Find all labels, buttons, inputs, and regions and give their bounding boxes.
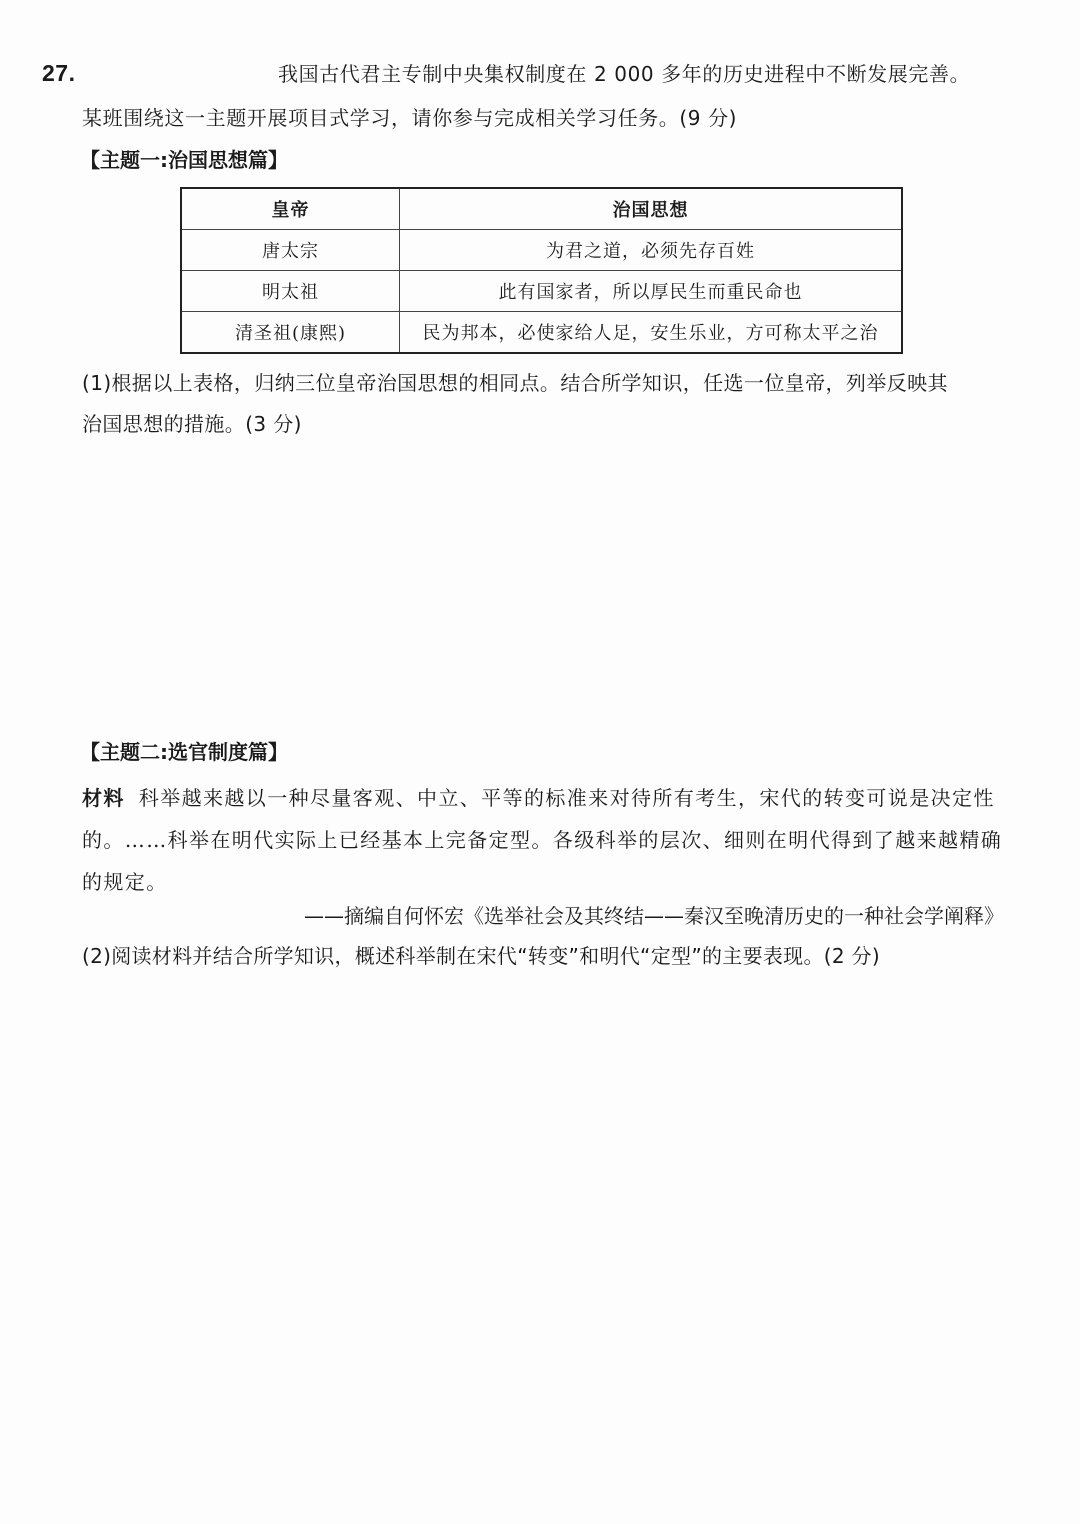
theme2-title: 【主题二:选官制度篇】 [80,740,288,764]
material-block [82,777,1007,903]
table-cell-emperor: 唐太宗 [181,230,400,271]
table-row [181,230,902,271]
table-cell-emperor: 清圣祖(康熙) [181,312,400,354]
table-header-thought: 治国思想 [400,188,903,230]
table-cell-emperor: 明太祖 [181,271,400,312]
question-intro-line1: 我国古代君主专制中央集权制度在 2 000 多年的历史进程中不断发展完善。 [278,62,971,86]
material-label: 材料 [82,786,125,810]
subquestion-1-line2: 治国思想的措施。(3 分) [82,412,302,436]
subquestion-1-line1: (1)根据以上表格，归纳三位皇帝治国思想的相同点。结合所学知识，任选一位皇帝，列举反映其 [82,371,948,395]
table-row [181,312,902,354]
governance-thought-table [180,187,903,354]
question-intro-line2: 某班围绕这一主题开展项目式学习，请你参与完成相关学习任务。(9 分) [82,106,738,130]
table-cell-thought: 为君之道，必须先存百姓 [400,230,903,271]
table-cell-thought: 此有国家者，所以厚民生而重民命也 [400,271,903,312]
question-number: 27. [42,60,76,86]
material-text: 科举越来越以一种尽量客观、中立、平等的标准来对待所有考生，宋代的转变可说是决定性的。……科举在明代实际上已经基本上完备定型。各级科举的层次、细则在明代得到了越来越精确的规定。 [82,786,1003,894]
subquestion-2: (2)阅读材料并结合所学知识，概述科举制在宋代“转变”和明代“定型”的主要表现。(2 分) [82,944,880,968]
table-header-emperor: 皇帝 [181,188,400,230]
table-header-row [181,188,902,230]
table-row [181,271,902,312]
material-source: ——摘编自何怀宏《选举社会及其终结——秦汉至晚清历史的一种社会学阐释》 [304,904,1004,928]
theme1-title: 【主题一:治国思想篇】 [80,148,288,172]
table-cell-thought: 民为邦本，必使家给人足，安生乐业，方可称太平之治 [400,312,903,354]
